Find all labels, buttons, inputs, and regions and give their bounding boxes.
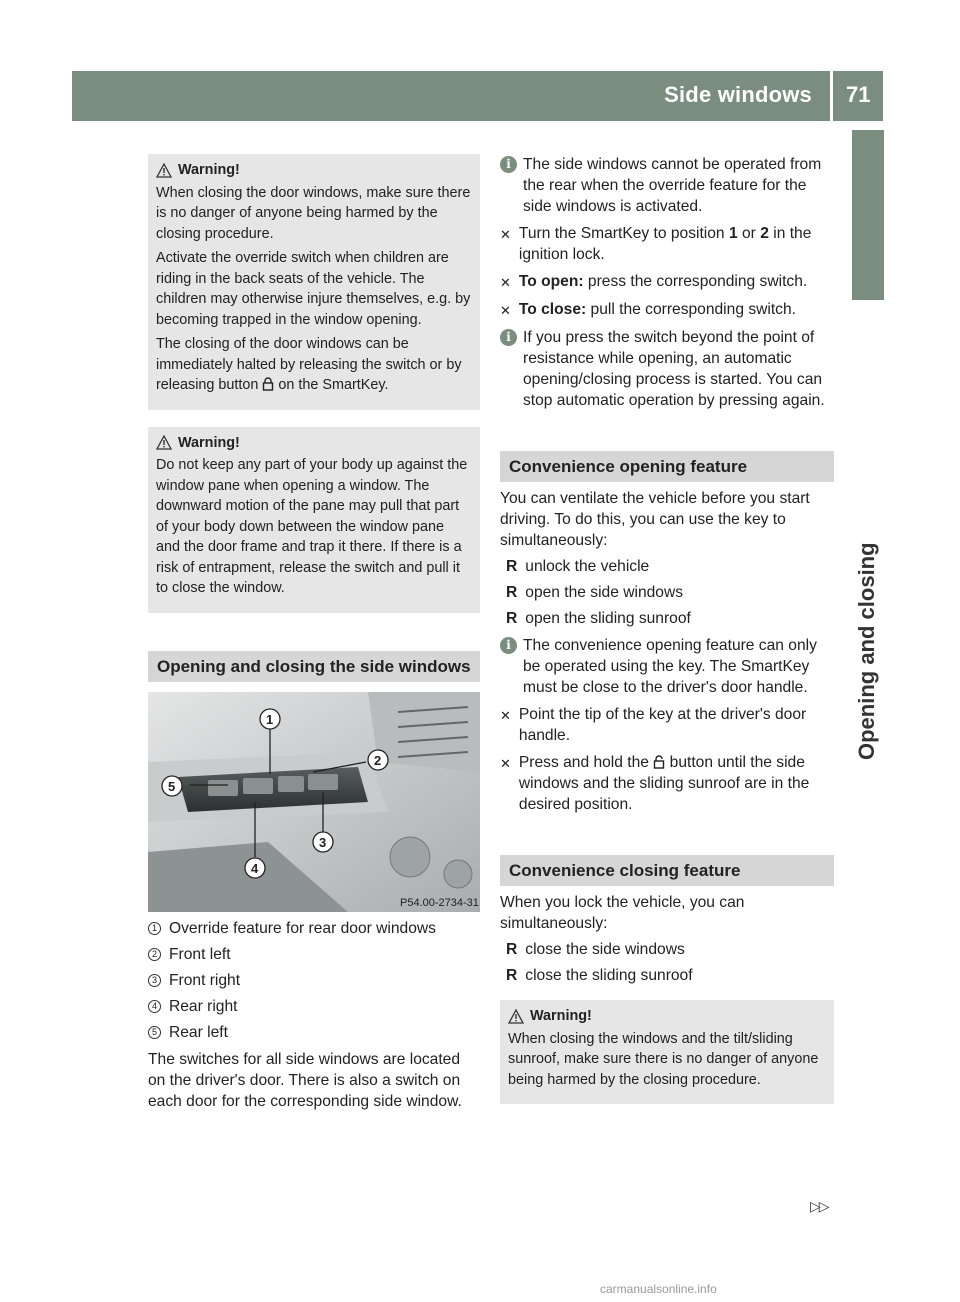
figure-code: P54.00-2734-31 [400, 896, 479, 909]
legend-item: 4 Rear right [148, 996, 480, 1017]
warning-text: The closing of the door windows can be immediately halted by releasing the switch or by releasing button on the SmartKey. [156, 336, 462, 393]
unlock-icon [653, 755, 665, 769]
warning-text: When closing the windows and the tilt/sliding sunroof, make sure there is no danger of anyone being harmed by the closing procedure. [508, 1030, 819, 1088]
warning-triangle-icon [508, 1009, 524, 1024]
step: ✕ To open: press the corresponding switch. [500, 271, 834, 293]
info-note: i If you press the switch beyond the point of resistance while opening, an automatic opening/closing process is started. You can stop automatic operation by pressing again. [500, 327, 834, 411]
section-heading: Opening and closing the side windows [148, 651, 480, 682]
callout-3: 3 [319, 834, 327, 850]
step: ✕ Turn the SmartKey to position 1 or 2 in the ignition lock. [500, 225, 812, 263]
callout-2: 2 [374, 752, 382, 768]
window-switch-figure [148, 692, 480, 912]
watermark: carmanualsonline.info [600, 1282, 717, 1296]
info-icon: i [500, 329, 517, 346]
list-item: R unlock the vehicle [506, 558, 650, 575]
body-paragraph: The switches for all side windows are located on the driver's door. There is also a switch on each door for the corresponding side window. [148, 1050, 462, 1110]
body-paragraph: You can ventilate the vehicle before you start driving. To do this, you can use the key to simultaneously: [500, 490, 810, 549]
step-arrow-icon: ✕ [500, 708, 511, 723]
header-divider [830, 71, 833, 121]
legend-list [148, 918, 480, 1043]
warning-triangle-icon [156, 163, 172, 178]
info-note: i The side windows cannot be operated from the rear when the override feature for the side windows is activated. [500, 154, 834, 217]
step-arrow-icon: ✕ [500, 275, 511, 290]
continue-arrow-icon: ▷▷ [810, 1198, 828, 1214]
page-title: Side windows [664, 82, 812, 107]
section-heading: Convenience opening feature [500, 451, 834, 482]
page-number: 71 [846, 82, 871, 107]
door-panel-illustration [148, 692, 480, 912]
lock-icon [262, 377, 274, 391]
info-icon: i [500, 637, 517, 654]
info-note: i The convenience opening feature can only be operated using the key. The SmartKey must be close to the driver's door handle. [500, 635, 834, 698]
callout-4: 4 [251, 860, 259, 876]
step: ✕ Press and hold the button until the side windows and the sliding sunroof are in the desired position. [500, 754, 810, 813]
list-item: R open the side windows [506, 584, 684, 601]
step: ✕ To close: pull the corresponding switch. [500, 299, 834, 321]
step-arrow-icon: ✕ [500, 303, 511, 318]
callout-5: 5 [168, 778, 176, 794]
warning-box-3: Warning! When closing the windows and the tilt/sliding sunroof, make sure there is no danger of anyone being harmed by the closing procedure. [500, 1000, 834, 1104]
step-arrow-icon: ✕ [500, 227, 511, 242]
chapter-tab [852, 130, 884, 300]
body-paragraph: When you lock the vehicle, you can simultaneously: [500, 894, 745, 932]
list-item: R close the side windows [506, 941, 685, 958]
list-item: R close the sliding sunroof [506, 967, 693, 984]
legend-item: 1 Override feature for rear door windows [148, 918, 480, 939]
right-column [500, 154, 834, 1104]
callout-1: 1 [266, 711, 274, 727]
warning-text: When closing the door windows, make sure there is no danger of anyone being harmed by the closing procedure. [156, 184, 471, 242]
warning-triangle-icon [156, 435, 172, 450]
legend-item: 2 Front left [148, 944, 480, 965]
warning-box-2: Warning! Do not keep any part of your body up against the window pane when opening a window. The downward motion of the pane may pull that part of your body down between the window pane and the door frame and trap it there. If there is a risk of entrapment, release the switch and pull it to close the window. [148, 427, 480, 613]
warning-box-1: Warning! When closing the door windows, make sure there is no danger of anyone being harmed by the closing procedure. Activate the override switch when children are riding in the back seats of the vehicle. The children may otherwise injure themselves, e.g. by becoming trapped in the window opening. The closing of the door windows can be immediately halted by releasing the switch or by releasing button on the SmartKey. [148, 154, 480, 410]
legend-item: 3 Front right [148, 970, 480, 991]
step-arrow-icon: ✕ [500, 756, 511, 771]
warning-text: Activate the override switch when children are riding in the back seats of the vehicle. The children may otherwise injure themselves, e.g. by becoming trapped in the window opening. [156, 250, 471, 328]
step: ✕ Point the tip of the key at the driver's door handle. [500, 706, 807, 744]
legend-item: 5 Rear left [148, 1022, 480, 1043]
list-item: R open the sliding sunroof [506, 610, 691, 627]
section-heading: Convenience closing feature [500, 855, 834, 886]
left-column [148, 154, 480, 1112]
warning-text: Do not keep any part of your body up against the window pane when opening a window. The downward motion of the pane may pull that part of your body down between the window pane and the door frame and trap it there. If there is a risk of entrapment, release the switch and pull it to close the window. [156, 457, 468, 596]
info-icon: i [500, 156, 517, 173]
